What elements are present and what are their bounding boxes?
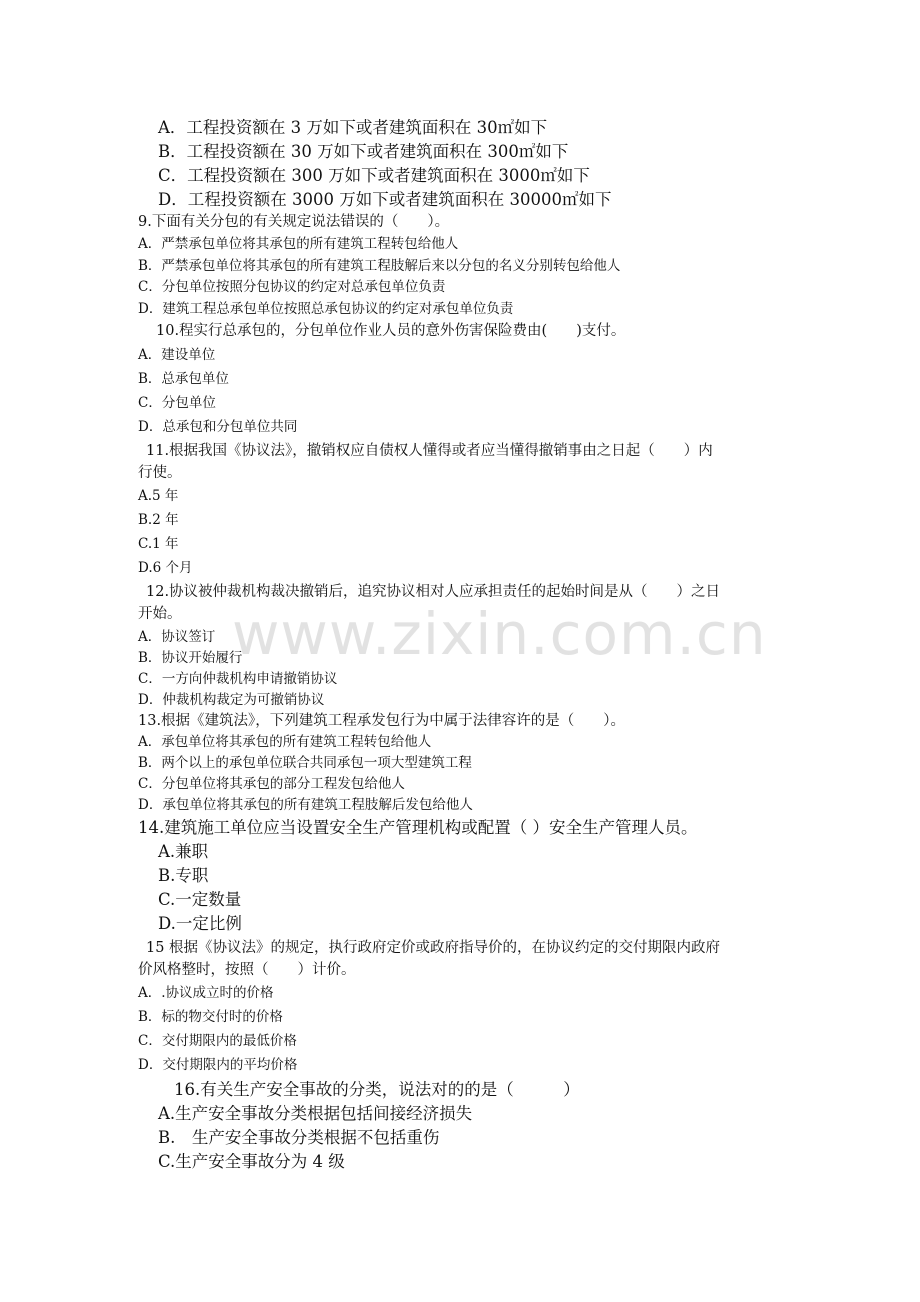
- text-line: C．分包单位将其承包的部分工程发包给他人: [138, 776, 405, 792]
- text-line: B．总承包单位: [138, 371, 229, 387]
- watermark: www.zixin.com.cn: [232, 600, 767, 668]
- text-line: B.专职: [158, 866, 209, 885]
- text-line: C．分包单位按照分包协议的约定对总承包单位负责: [138, 279, 446, 295]
- text-line: A．承包单位将其承包的所有建筑工程转包给他人: [138, 734, 432, 750]
- text-line: A.5 年: [138, 488, 179, 504]
- text-line: D．建筑工程总承包单位按照总承包协议的约定对承包单位负责: [138, 301, 514, 317]
- text-line: 15 根据《协议法》的规定，执行政府定价或政府指导价的，在协议约定的交付期限内政府: [146, 940, 721, 956]
- text-line: B．协议开始履行: [138, 650, 243, 666]
- text-line: A.兼职: [158, 842, 209, 861]
- text-line: 12.协议被仲裁机构裁决撤销后，追究协议相对人应承担责任的起始时间是从（ ）之日: [146, 584, 721, 600]
- text-line: D．仲裁机构裁定为可撤销协议: [138, 692, 325, 708]
- text-line: A．建设单位: [138, 347, 216, 363]
- text-line: A.生产安全事故分类根据包括间接经济损失: [158, 1104, 473, 1123]
- text-line: A．.协议成立时的价格: [138, 985, 274, 1001]
- text-line: 16.有关生产安全事故的分类，说法对的的是（ ）: [174, 1080, 580, 1099]
- text-line: C.生产安全事故分为 4 级: [158, 1152, 345, 1171]
- text-line: B. 生产安全事故分类根据不包括重伤: [158, 1128, 440, 1147]
- text-line: D．工程投资额在 3000 万如下或者建筑面积在 30000㎡如下: [158, 190, 612, 209]
- text-line: D.一定比例: [158, 914, 242, 933]
- text-line: C．分包单位: [138, 395, 216, 411]
- text-line: C．一方向仲裁机构申请撤销协议: [138, 671, 338, 687]
- text-line: 开始。: [138, 606, 182, 622]
- text-line: A．严禁承包单位将其承包的所有建筑工程转包给他人: [138, 236, 459, 252]
- text-line: D．总承包和分包单位共同: [138, 419, 298, 435]
- text-line: 14.建筑施工单位应当设置安全生产管理机构或配置（ ）安全生产管理人员。: [138, 818, 698, 837]
- text-line: 11.根据我国《协议法》，撤销权应自债权人懂得或者应当懂得撤销事由之日起（ ）内: [146, 443, 713, 459]
- text-line: B．两个以上的承包单位联合共同承包一项大型建筑工程: [138, 755, 472, 771]
- text-line: B．标的物交付时的价格: [138, 1009, 283, 1025]
- text-line: 10.程实行总承包的，分包单位作业人员的意外伤害保险费由( )支付。: [156, 323, 626, 339]
- text-line: D．承包单位将其承包的所有建筑工程肢解后发包给他人: [138, 797, 473, 813]
- text-line: B．严禁承包单位将其承包的所有建筑工程肢解后来以分包的名义分别转包给他人: [138, 258, 621, 274]
- text-line: 9.下面有关分包的有关规定说法错误的（ ）。: [138, 214, 450, 230]
- text-line: C．交付期限内的最低价格: [138, 1033, 297, 1049]
- text-line: A．协议签订: [138, 629, 216, 645]
- text-line: A．工程投资额在 3 万如下或者建筑面积在 30㎡如下: [158, 118, 548, 137]
- text-line: B.2 年: [138, 512, 179, 528]
- text-line: D.6 个月: [138, 560, 193, 576]
- text-line: 行使。: [138, 465, 182, 481]
- text-line: C．工程投资额在 300 万如下或者建筑面积在 3000㎡如下: [158, 166, 590, 185]
- text-line: B．工程投资额在 30 万如下或者建筑面积在 300㎡如下: [158, 142, 569, 161]
- text-line: D．交付期限内的平均价格: [138, 1057, 298, 1073]
- text-line: 价风格整时，按照（ ）计价。: [138, 962, 356, 978]
- text-line: C.1 年: [138, 536, 179, 552]
- text-line: C.一定数量: [158, 890, 242, 909]
- text-line: 13.根据《建筑法》，下列建筑工程承发包行为中属于法律容许的是（ ）。: [138, 713, 626, 729]
